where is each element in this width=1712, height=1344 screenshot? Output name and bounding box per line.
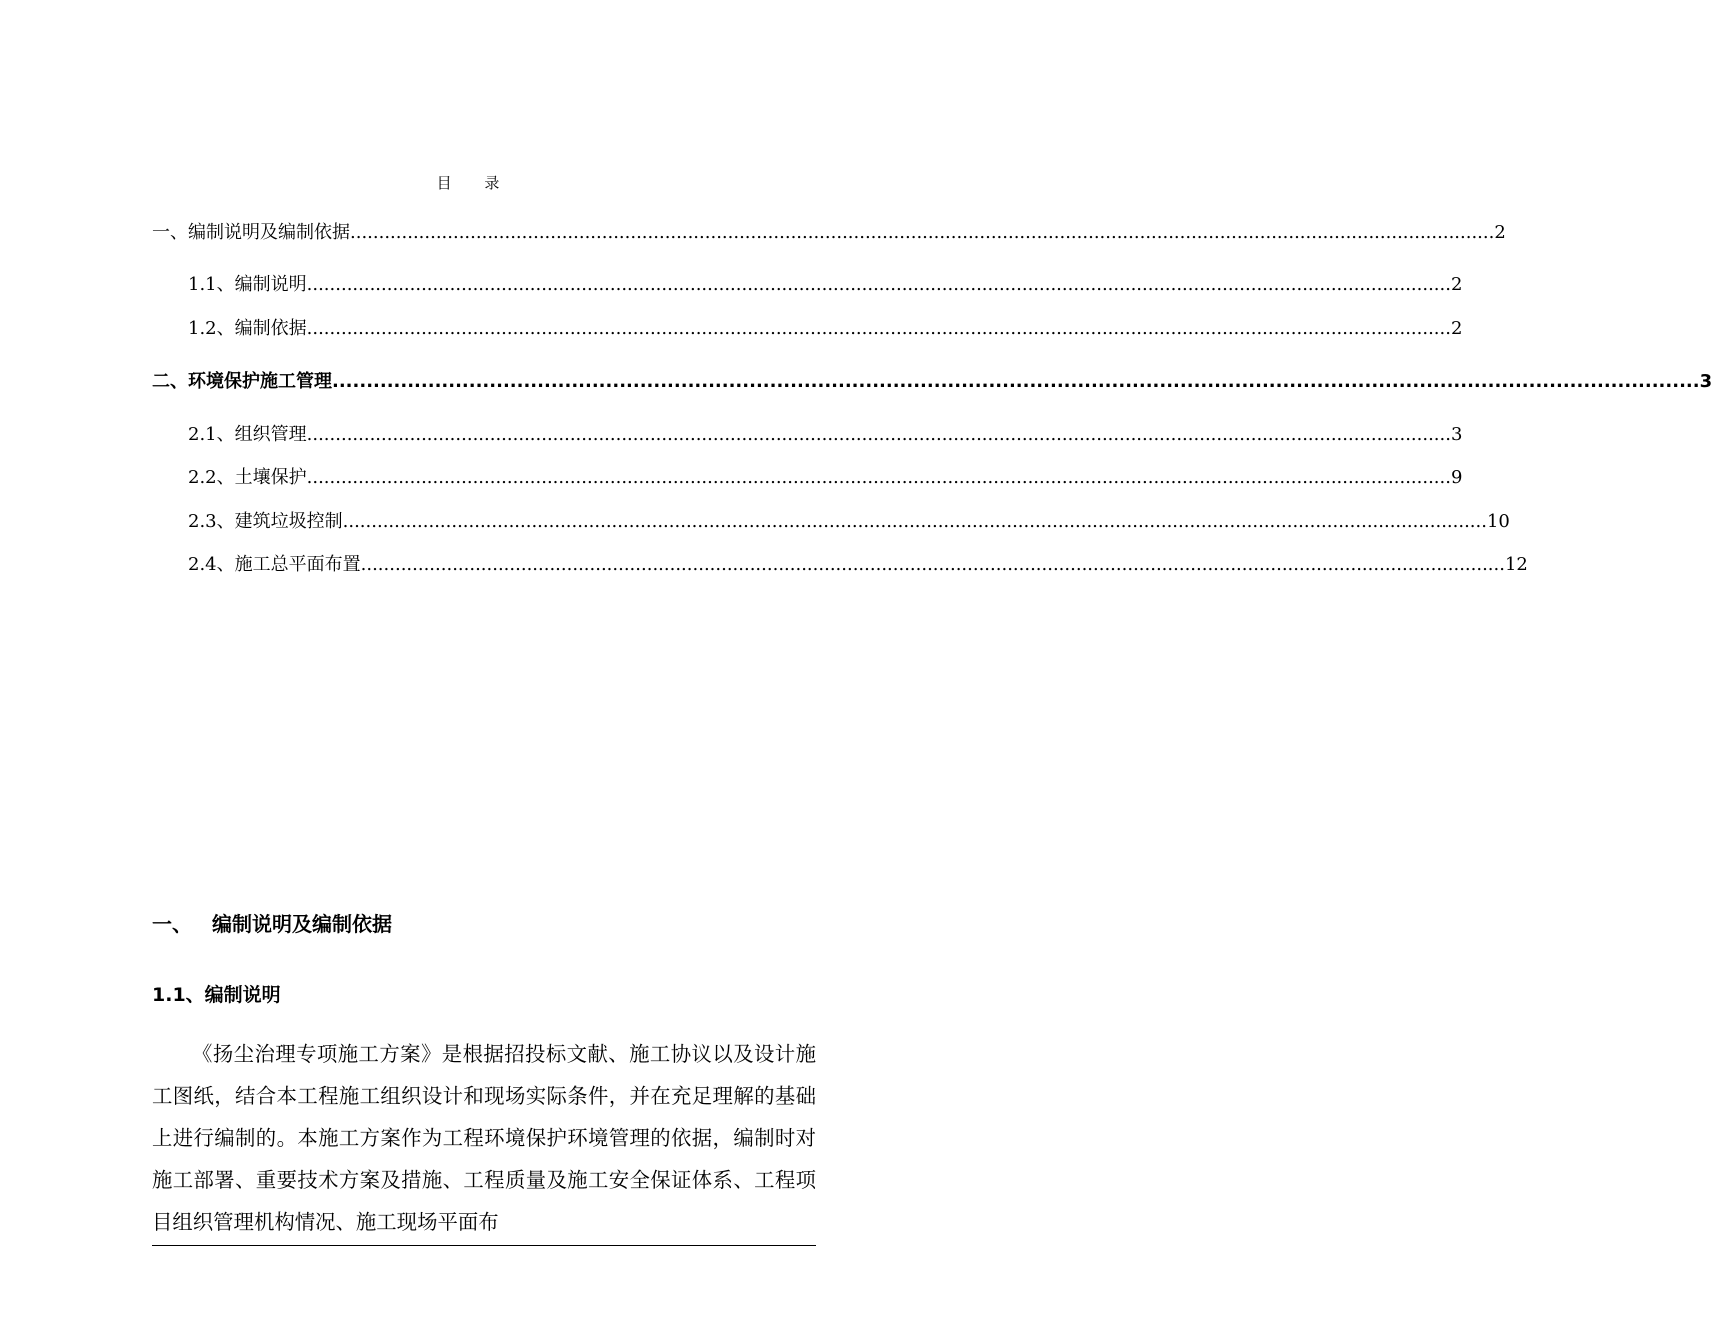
toc-entry-1-1[interactable] bbox=[188, 274, 1463, 296]
toc-entry-page: 10 bbox=[1486, 511, 1510, 532]
toc-entry-page: 2 bbox=[1494, 222, 1506, 243]
toc-entry-page: 2 bbox=[1450, 318, 1463, 339]
toc-leader-dots: ........................................................................................................................................................................................................ bbox=[306, 467, 1451, 488]
toc-entry-label: 编制说明及编制依据 bbox=[188, 222, 350, 243]
toc-entry-label: 2.1、组织管理 bbox=[188, 424, 307, 445]
section-heading-1 bbox=[152, 908, 392, 937]
toc-entry-2-4[interactable] bbox=[188, 554, 1528, 576]
toc-entry-2-3[interactable] bbox=[188, 511, 1510, 533]
toc-entry-label: 2.2、土壤保护 bbox=[188, 467, 307, 488]
toc-entry-page: 3 bbox=[1699, 371, 1712, 392]
toc-leader-dots: ........................................................................................................................................................................................................ bbox=[360, 554, 1505, 575]
toc-entry-page: 12 bbox=[1504, 554, 1528, 575]
toc-entry-number: 一、 bbox=[152, 222, 188, 243]
section-heading-1-1: 1.1、编制说明 bbox=[152, 984, 281, 1006]
body-paragraph: 《扬尘治理专项施工方案》是根据招投标文献、施工协议以及设计施工图纸，结合本工程施工组织设计和现场实际条件，并在充足理解的基础上进行编制的。本施工方案作为工程环境保护环境管理的依据，编制时对施工部署、重要技术方案及措施、工程质量及施工安全保证体系、工程项目组织管理机构情况、施工现场平面布 bbox=[152, 1042, 816, 1234]
toc-entry-label: 1.2、编制依据 bbox=[188, 318, 307, 339]
toc-leader-dots: ........................................................................................................................................................................................................ bbox=[332, 371, 1700, 392]
toc-entry-2-2[interactable] bbox=[188, 467, 1463, 489]
toc-leader-dots: ........................................................................................................................................................................................................ bbox=[306, 424, 1451, 445]
toc-entry-page: 9 bbox=[1450, 467, 1463, 488]
toc-entry-1[interactable] bbox=[152, 222, 1506, 244]
toc-entry-label: 2.4、施工总平面布置 bbox=[188, 554, 361, 575]
toc-entry-page: 2 bbox=[1450, 274, 1463, 295]
toc-leader-dots: ........................................................................................................................................................................................................ bbox=[306, 274, 1451, 295]
toc-entry-page: 3 bbox=[1450, 424, 1463, 445]
toc-entry-label: 1.1、编制说明 bbox=[188, 274, 307, 295]
toc-leader-dots: ........................................................................................................................................................................................................ bbox=[350, 222, 1495, 243]
toc-title: 目 录 bbox=[436, 174, 514, 192]
toc-entry-1-2[interactable] bbox=[188, 318, 1463, 340]
section-heading-number: 一、 bbox=[152, 912, 192, 936]
toc-leader-dots: ........................................................................................................................................................................................................ bbox=[342, 511, 1487, 532]
page-footer-rule bbox=[152, 1245, 816, 1246]
toc-entry-label: 二、环境保护施工管理 bbox=[152, 371, 332, 392]
section-heading-text: 编制说明及编制依据 bbox=[212, 912, 392, 936]
toc-leader-dots: ........................................................................................................................................................................................................ bbox=[306, 318, 1451, 339]
toc-entry-2-1[interactable] bbox=[188, 424, 1463, 446]
toc-entry-2[interactable] bbox=[152, 371, 1712, 393]
toc-entry-label: 2.3、建筑垃圾控制 bbox=[188, 511, 343, 532]
